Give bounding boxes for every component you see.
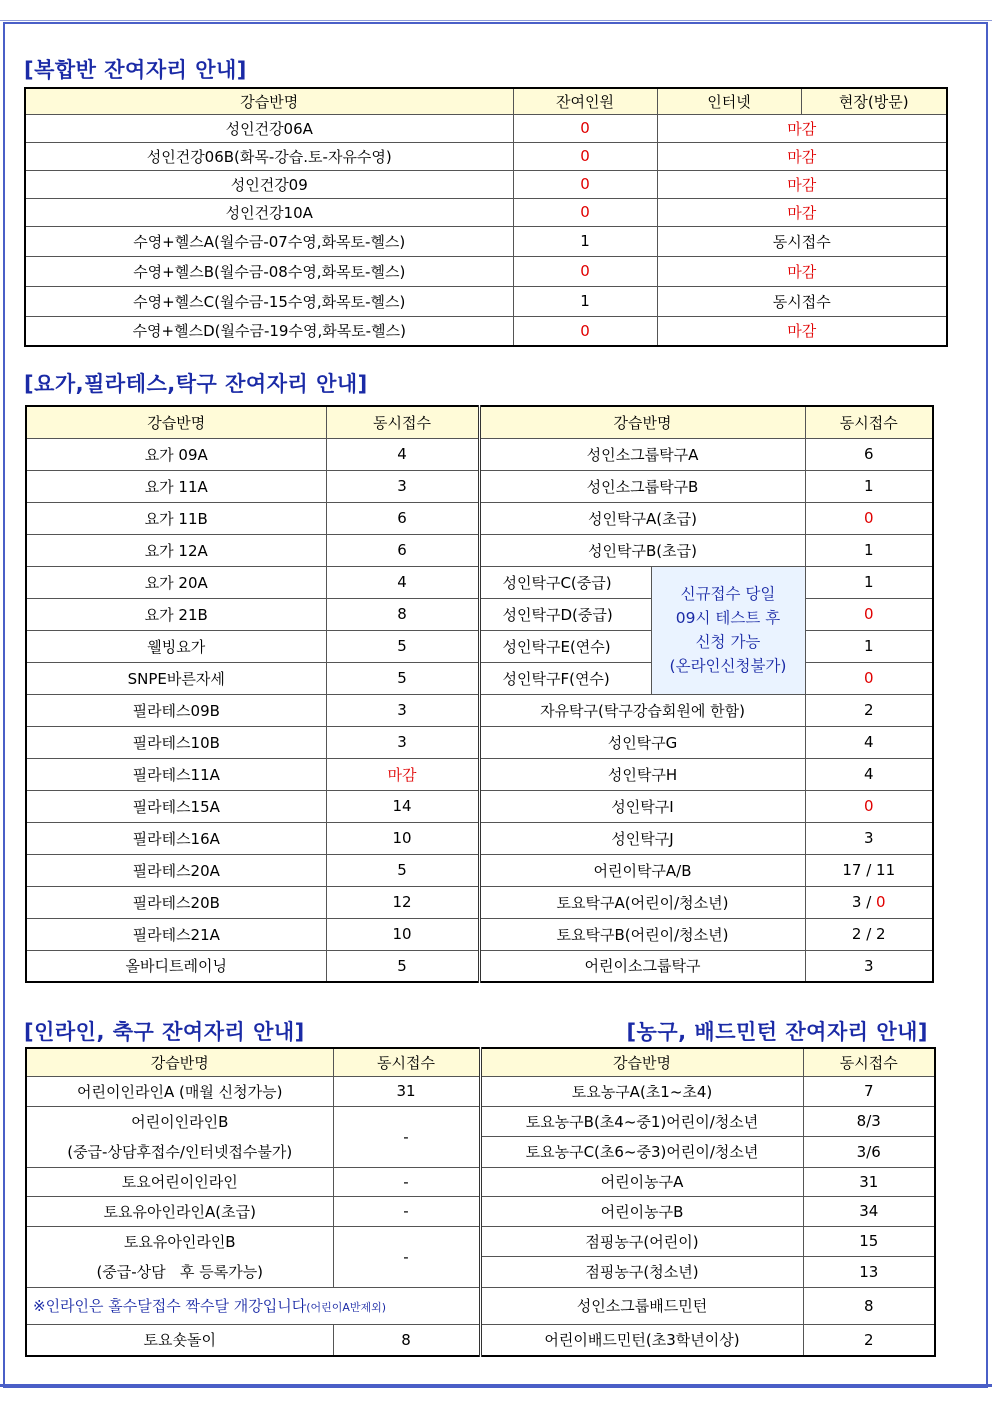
section-title-complex: [복합반 잔여자리 안내] [24, 58, 247, 82]
class-name: 토요탁구B(어린이/청소년) [479, 918, 805, 950]
table-row [26, 886, 933, 918]
class-name: 필라테스21A [26, 918, 326, 950]
class-name-line: 어린이인라인B [131, 1112, 229, 1131]
concurrent-count: 5 [326, 630, 479, 662]
class-name: 요가 12A [26, 534, 326, 566]
remaining-count: 1 [513, 286, 657, 316]
table-row [26, 470, 933, 502]
header-remaining: 잔여인원 [513, 88, 657, 114]
table-row [26, 534, 933, 566]
section-title-inline-soccer: [인라인, 축구 잔여자리 안내] [24, 1020, 305, 1044]
concurrent-count: 6 [326, 534, 479, 566]
concurrent-count: 6 [326, 502, 479, 534]
class-name: 성인탁구F(연수) [479, 662, 651, 694]
class-name: 필라테스16A [26, 822, 326, 854]
concurrent-count: 12 [326, 886, 479, 918]
class-name: 토요농구C(초6~중3)어린이/청소년 [480, 1137, 803, 1168]
table-row [26, 726, 933, 758]
concurrent-count: 13 [803, 1257, 935, 1288]
class-name: 수영+헬스A(월수금-07수영,화목토-헬스) [25, 226, 513, 256]
class-name [26, 1226, 333, 1287]
concurrent-count: 3 [805, 822, 933, 854]
concurrent-count: - [333, 1167, 480, 1196]
complex-class-table [24, 87, 948, 347]
status-badge: 마감 [657, 114, 947, 142]
concurrent-count: 0 [805, 790, 933, 822]
header-onsite: 현장(방문) [801, 88, 947, 114]
class-name: 요가 11B [26, 502, 326, 534]
class-name-line: (중급-상담후접수/인터넷접수불가) [67, 1142, 293, 1161]
class-name: 필라테스20B [26, 886, 326, 918]
class-name: 성인탁구D(중급) [479, 598, 651, 630]
table-row [26, 854, 933, 886]
inline-notice-exception: (어린이A반제외) [306, 1301, 387, 1314]
status-badge: 마감 [657, 256, 947, 286]
concurrent-count: 4 [326, 438, 479, 470]
concurrent-count: - [333, 1196, 480, 1226]
class-name: 성인건강06B(화목-강습.토-자유수영) [25, 142, 513, 170]
status-badge: 동시접수 [657, 226, 947, 256]
count-part-closed: 0 [876, 893, 886, 911]
inline-basketball-table [25, 1047, 936, 1357]
note-line: (온라인신청불가) [669, 657, 787, 675]
count-part: 3 / [851, 893, 877, 911]
class-name: 요가 21B [26, 598, 326, 630]
class-name-line: (중급-상담 후 등록가능) [96, 1262, 264, 1281]
class-name: 어린이농구A [480, 1167, 803, 1196]
remaining-count: 0 [513, 142, 657, 170]
table-row [25, 286, 947, 316]
table-row [25, 170, 947, 198]
table-row [26, 950, 933, 982]
note-line: 09시 테스트 후 [675, 609, 781, 627]
class-name [26, 1106, 333, 1167]
class-name: 어린이소그룹탁구 [479, 950, 805, 982]
section-title-yoga-pilates-pingpong: [요가,필라테스,탁구 잔여자리 안내] [24, 372, 368, 396]
concurrent-count: 5 [326, 662, 479, 694]
class-name: 성인건강10A [25, 198, 513, 226]
remaining-count: 0 [513, 198, 657, 226]
concurrent-count: 4 [805, 758, 933, 790]
class-name: 토요탁구A(어린이/청소년) [479, 886, 805, 918]
class-name: 필라테스11A [26, 758, 326, 790]
header-class-name-left: 강습반명 [26, 406, 326, 438]
remaining-count: 0 [513, 316, 657, 346]
class-name: 성인탁구B(초급) [479, 534, 805, 566]
inline-notice [26, 1287, 480, 1324]
remaining-count: 0 [513, 114, 657, 142]
table-row [25, 114, 947, 142]
concurrent-count: 6 [805, 438, 933, 470]
class-name: 성인탁구I [479, 790, 805, 822]
table-row [26, 1287, 935, 1324]
yoga-pingpong-table [25, 405, 934, 983]
class-name: 성인소그룹탁구A [479, 438, 805, 470]
remaining-count: 0 [513, 256, 657, 286]
class-name: 점핑농구(청소년) [480, 1257, 803, 1288]
header-class-name: 강습반명 [25, 88, 513, 114]
bottom-rule [0, 1384, 992, 1387]
class-name: 어린이배드민턴(초3학년이상) [480, 1324, 803, 1356]
table-row [26, 758, 933, 790]
concurrent-count: 10 [326, 822, 479, 854]
top-rule [0, 20, 992, 21]
class-name: 요가 09A [26, 438, 326, 470]
class-name: 토요유아인라인A(초급) [26, 1196, 333, 1226]
concurrent-count: 10 [326, 918, 479, 950]
concurrent-count: 4 [805, 726, 933, 758]
new-registration-note [651, 566, 805, 694]
class-name: 성인소그룹탁구B [479, 470, 805, 502]
class-name: 필라테스09B [26, 694, 326, 726]
table-row [25, 256, 947, 286]
table-header-row [26, 1048, 935, 1076]
concurrent-count: 15 [803, 1226, 935, 1257]
concurrent-count: 34 [803, 1196, 935, 1226]
class-name: 성인탁구G [479, 726, 805, 758]
class-name: 점핑농구(어린이) [480, 1226, 803, 1257]
class-name: 성인건강06A [25, 114, 513, 142]
concurrent-count: 31 [333, 1076, 480, 1106]
class-name: 성인건강09 [25, 170, 513, 198]
status-badge: 마감 [657, 142, 947, 170]
concurrent-count: 3/6 [803, 1137, 935, 1168]
concurrent-count: 17 / 11 [805, 854, 933, 886]
concurrent-count: 1 [805, 566, 933, 598]
table-row [26, 790, 933, 822]
table-row [26, 694, 933, 726]
concurrent-count: 4 [326, 566, 479, 598]
header-class-name-right: 강습반명 [479, 406, 805, 438]
concurrent-count: 31 [803, 1167, 935, 1196]
class-name: 어린이탁구A/B [479, 854, 805, 886]
concurrent-count: 3 [326, 726, 479, 758]
header-concurrent-right: 동시접수 [805, 406, 933, 438]
table-row [26, 918, 933, 950]
class-name: 토요숏돌이 [26, 1324, 333, 1356]
class-name: 성인탁구E(연수) [479, 630, 651, 662]
concurrent-count [805, 886, 933, 918]
note-line: 신청 가능 [695, 633, 761, 651]
class-name: 성인탁구A(초급) [479, 502, 805, 534]
concurrent-count: 8 [326, 598, 479, 630]
table-row [25, 226, 947, 256]
table-row [26, 1076, 935, 1106]
class-name: 수영+헬스D(월수금-19수영,화목토-헬스) [25, 316, 513, 346]
table-row [26, 1324, 935, 1356]
class-name: 성인소그룹배드민턴 [480, 1287, 803, 1324]
class-name: 자유탁구(탁구강습회원에 한함) [479, 694, 805, 726]
table-row [25, 198, 947, 226]
concurrent-count: 1 [805, 630, 933, 662]
concurrent-count: 0 [805, 662, 933, 694]
concurrent-count: 8 [333, 1324, 480, 1356]
header-concurrent-left: 동시접수 [333, 1048, 480, 1076]
table-row [26, 1106, 935, 1137]
table-row [26, 1196, 935, 1226]
status-badge: 마감 [657, 170, 947, 198]
inline-notice-main: ※인라인은 홀수달접수 짝수달 개강입니다 [33, 1297, 307, 1315]
concurrent-count: 3 [805, 950, 933, 982]
concurrent-count: - [333, 1106, 480, 1167]
remaining-count: 1 [513, 226, 657, 256]
class-name: 필라테스10B [26, 726, 326, 758]
section-title-basketball-badminton: [농구, 배드민턴 잔여자리 안내] [626, 1020, 928, 1044]
class-name: 올바디트레이닝 [26, 950, 326, 982]
class-name-line: 토요유아인라인B [123, 1232, 236, 1251]
class-name: 토요어린이인라인 [26, 1167, 333, 1196]
class-name: 필라테스20A [26, 854, 326, 886]
table-row [26, 438, 933, 470]
table-row [26, 502, 933, 534]
concurrent-count: 5 [326, 950, 479, 982]
concurrent-count: 2 [805, 694, 933, 726]
class-name: 어린이인라인A (매월 신청가능) [26, 1076, 333, 1106]
concurrent-count: 8/3 [803, 1106, 935, 1137]
class-name: 어린이농구B [480, 1196, 803, 1226]
class-name: 성인탁구H [479, 758, 805, 790]
concurrent-count: 3 [326, 470, 479, 502]
class-name: 토요농구A(초1~초4) [480, 1076, 803, 1106]
class-name: 수영+헬스B(월수금-08수영,화목토-헬스) [25, 256, 513, 286]
table-header-row [25, 88, 947, 114]
concurrent-count: - [333, 1226, 480, 1287]
class-name: SNPE바른자세 [26, 662, 326, 694]
class-name: 수영+헬스C(월수금-15수영,화목토-헬스) [25, 286, 513, 316]
header-class-name-right: 강습반명 [480, 1048, 803, 1076]
concurrent-count: 1 [805, 534, 933, 566]
header-concurrent-left: 동시접수 [326, 406, 479, 438]
table-row [26, 822, 933, 854]
concurrent-count: 2 / 2 [805, 918, 933, 950]
class-name: 성인탁구C(중급) [479, 566, 651, 598]
status-badge: 마감 [657, 198, 947, 226]
class-name: 요가 11A [26, 470, 326, 502]
concurrent-count: 0 [805, 598, 933, 630]
status-badge: 마감 [657, 316, 947, 346]
concurrent-count: 3 [326, 694, 479, 726]
table-row [26, 1167, 935, 1196]
status-badge: 동시접수 [657, 286, 947, 316]
header-class-name-left: 강습반명 [26, 1048, 333, 1076]
table-row [25, 142, 947, 170]
concurrent-count: 1 [805, 470, 933, 502]
class-name: 토요농구B(초4~중1)어린이/청소년 [480, 1106, 803, 1137]
table-row [26, 566, 933, 598]
header-concurrent-right: 동시접수 [803, 1048, 935, 1076]
concurrent-count: 14 [326, 790, 479, 822]
concurrent-count: 마감 [326, 758, 479, 790]
table-row [26, 1226, 935, 1257]
note-line: 신규접수 당일 [680, 585, 776, 603]
concurrent-count: 5 [326, 854, 479, 886]
class-name: 웰빙요가 [26, 630, 326, 662]
concurrent-count: 7 [803, 1076, 935, 1106]
remaining-count: 0 [513, 170, 657, 198]
class-name: 요가 20A [26, 566, 326, 598]
table-row [25, 316, 947, 346]
concurrent-count: 0 [805, 502, 933, 534]
concurrent-count: 2 [803, 1324, 935, 1356]
class-name: 필라테스15A [26, 790, 326, 822]
concurrent-count: 8 [803, 1287, 935, 1324]
class-name: 성인탁구J [479, 822, 805, 854]
header-internet: 인터넷 [657, 88, 801, 114]
table-header-row [26, 406, 933, 438]
